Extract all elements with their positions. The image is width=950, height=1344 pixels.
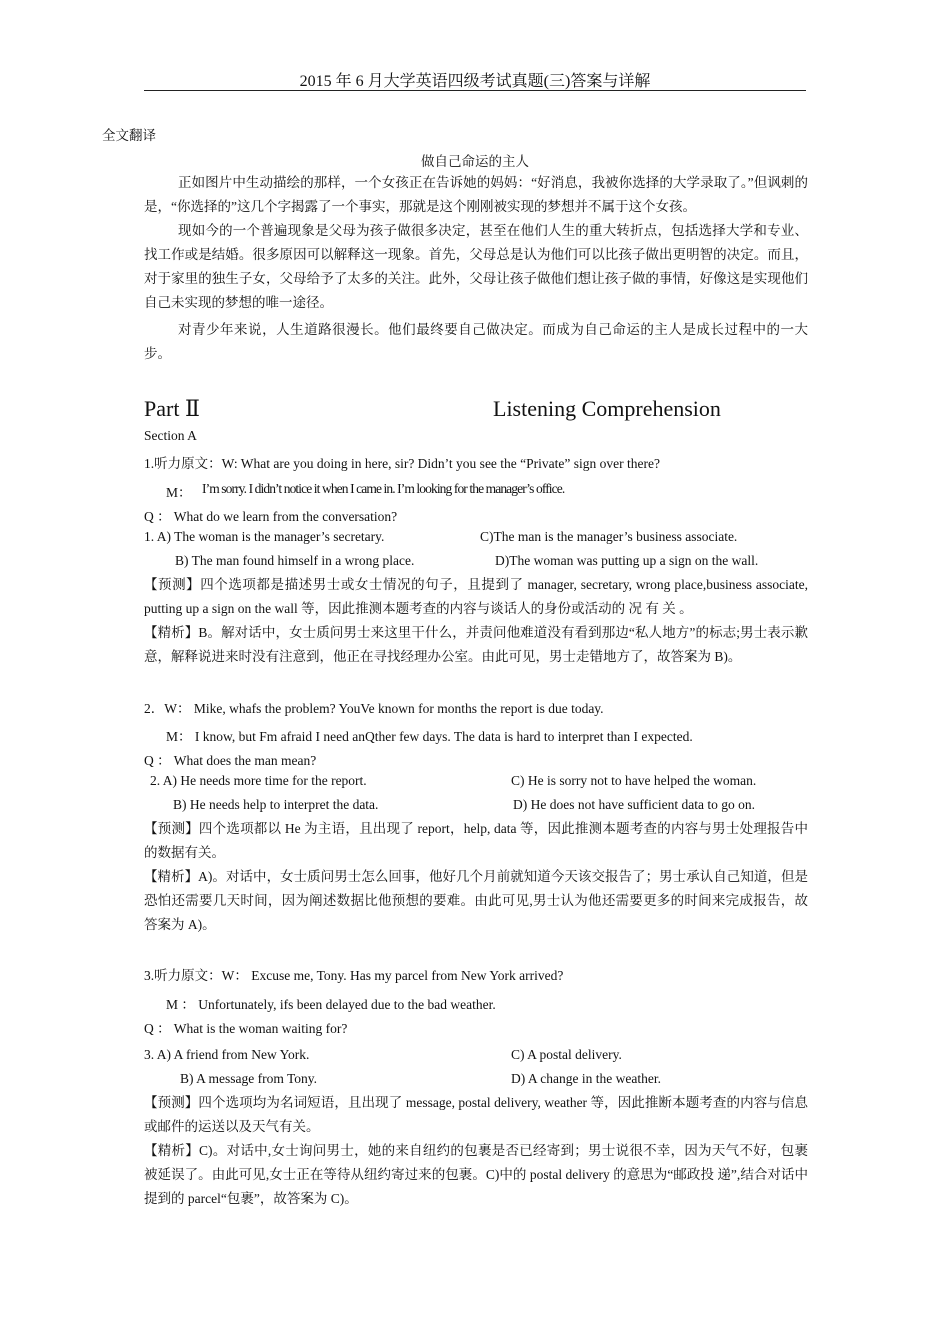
q3-woman-line: 3.听力原文：W： Excuse me, Tony. Has my parcel from New York arrived? [144,968,564,983]
part-title: Listening Comprehension [493,396,721,421]
q1-man-label: M： [166,485,192,500]
translation-paragraph-3: 对青少年来说，人生道路很漫长。他们最终要自己做决定。而成为自己命运的主人是成长过程中的一大步。 [144,322,808,361]
q3-man-line: M ： Unfortunately, ifs been delayed due to the bad weather. [166,997,496,1012]
section-label: Section A [144,428,197,443]
q2-question: Q ： What does the man mean? [144,753,317,768]
q3-analysis: 【精析】C)。对话中,女士询问男士，她的来自纽约的包裹是否已经寄到；男士说很不幸，因为天气不好，包裹被延误了。由此可见,女士正在等待从纽约寄过来的包裹。C)中的 postal delivery 的意思为“邮政投 递”,结合对话中提到的 parcel“包裹”，故答案为 C)。 [144,1143,808,1206]
translation-label: 全文翻译 [102,128,156,143]
q2-woman-line: 2．W： Mike, whafs the problem? YouVe known for months the report is due today. [144,701,604,716]
q2-option-b: B) He needs help to interpret the data. [173,797,379,812]
q2-prediction: 【预测】四个选项都以 He 为主语，且出现了 report，help, data 等，因此推测本题考查的内容与男士处理报告中的数据有关。 [144,821,808,860]
part-name: Part Ⅱ [144,396,200,421]
q1-option-c: C)The man is the manager’s business associate. [480,529,738,544]
q3-option-c: C) A postal delivery. [511,1047,622,1062]
q1-option-d: D)The woman was putting up a sign on the wall. [495,553,759,568]
q3-option-d: D) A change in the weather. [511,1071,661,1086]
q3-prediction: 【预测】四个选项均为名词短语，且出现了 message, postal delivery, weather 等，因此推断本题考查的内容与信息或邮件的运送以及天气有关。 [144,1095,808,1134]
q2-analysis: 【精析】A)。对话中，女士质问男士怎么回事，他好几个月前就知道今天该交报告了；男士承认自己知道，但是恐怕还需要几天时间，因为阐述数据比他预想的要难。由此可见,男士认为他还需要更多的时间来完成报告，故答案为 A)。 [144,869,808,932]
header-rule [144,90,806,91]
q2-option-d: D) He does not have sufficient data to go on. [513,797,755,812]
translation-paragraph-2: 现如今的一个普遍现象是父母为孩子做很多决定，甚至在他们人生的重大转折点，包括选择大学和专业、找工作或是结婚。很多原因可以解释这一现象。首先，父母总是认为他们可以比孩子做出更明智的决定。而且，对于家里的独生子女，父母给予了太多的关注。此外，父母让孩子做他们想让孩子做的事情，好像这是实现他们自己未实现的梦想的唯一途径。 [144,223,808,310]
q1-woman-line: 1.听力原文：W: What are you doing in here, sir? Didn’t you see the “Private” sign over there? [144,456,660,471]
q1-analysis: 【精析】B。解对话中，女士质问男士来这里干什么，并责问他难道没有看到那边“私人地方”的标志;男士表示歉意，解释说进来时没有注意到，他正在寻找经理办公室。由此可见，男士走错地方了，故答案为 B)。 [144,625,808,664]
page-header: 2015 年 6 月大学英语四级考试真题(三)答案与详解 [299,73,651,90]
q1-question: Q ： What do we learn from the conversation? [144,509,398,524]
q3-option-a: 3. A) A friend from New York. [144,1047,310,1062]
translation-title: 做自己命运的主人 [421,154,529,169]
translation-paragraph-1: 正如图片中生动描绘的那样，一个女孩正在告诉她的妈妈：“好消息，我被你选择的大学录取了。”但讽刺的是，“你选择的”这几个字揭露了一个事实，那就是这个刚刚被实现的梦想并不属于这个女孩。 [144,175,808,214]
q1-man-line: I’m sorry. I didn’t notice it when I came in. I’m looking for the manager’s office. [202,481,565,496]
q1-option-a: 1. A) The woman is the manager’s secretary. [144,529,385,544]
q3-option-b: B) A message from Tony. [180,1071,318,1086]
q3-question: Q ： What is the woman waiting for? [144,1021,348,1036]
q1-prediction: 【预测】四个选项都是描述男士或女士情况的句子，且提到了 manager, secretary, wrong place,business associate, putting up a sign on the wall 等，因此推测本题考查的内容与谈话人的身份或活动的 况 有 关 。 [144,577,808,616]
q1-option-b: B) The man found himself in a wrong place. [175,553,415,568]
q2-man-line: M： I know, but Fm afraid I need anQther few days. The data is hard to interpret than I expected. [166,729,693,744]
q2-option-c: C) He is sorry not to have helped the woman. [511,773,757,788]
q2-option-a: 2. A) He needs more time for the report. [150,773,367,788]
